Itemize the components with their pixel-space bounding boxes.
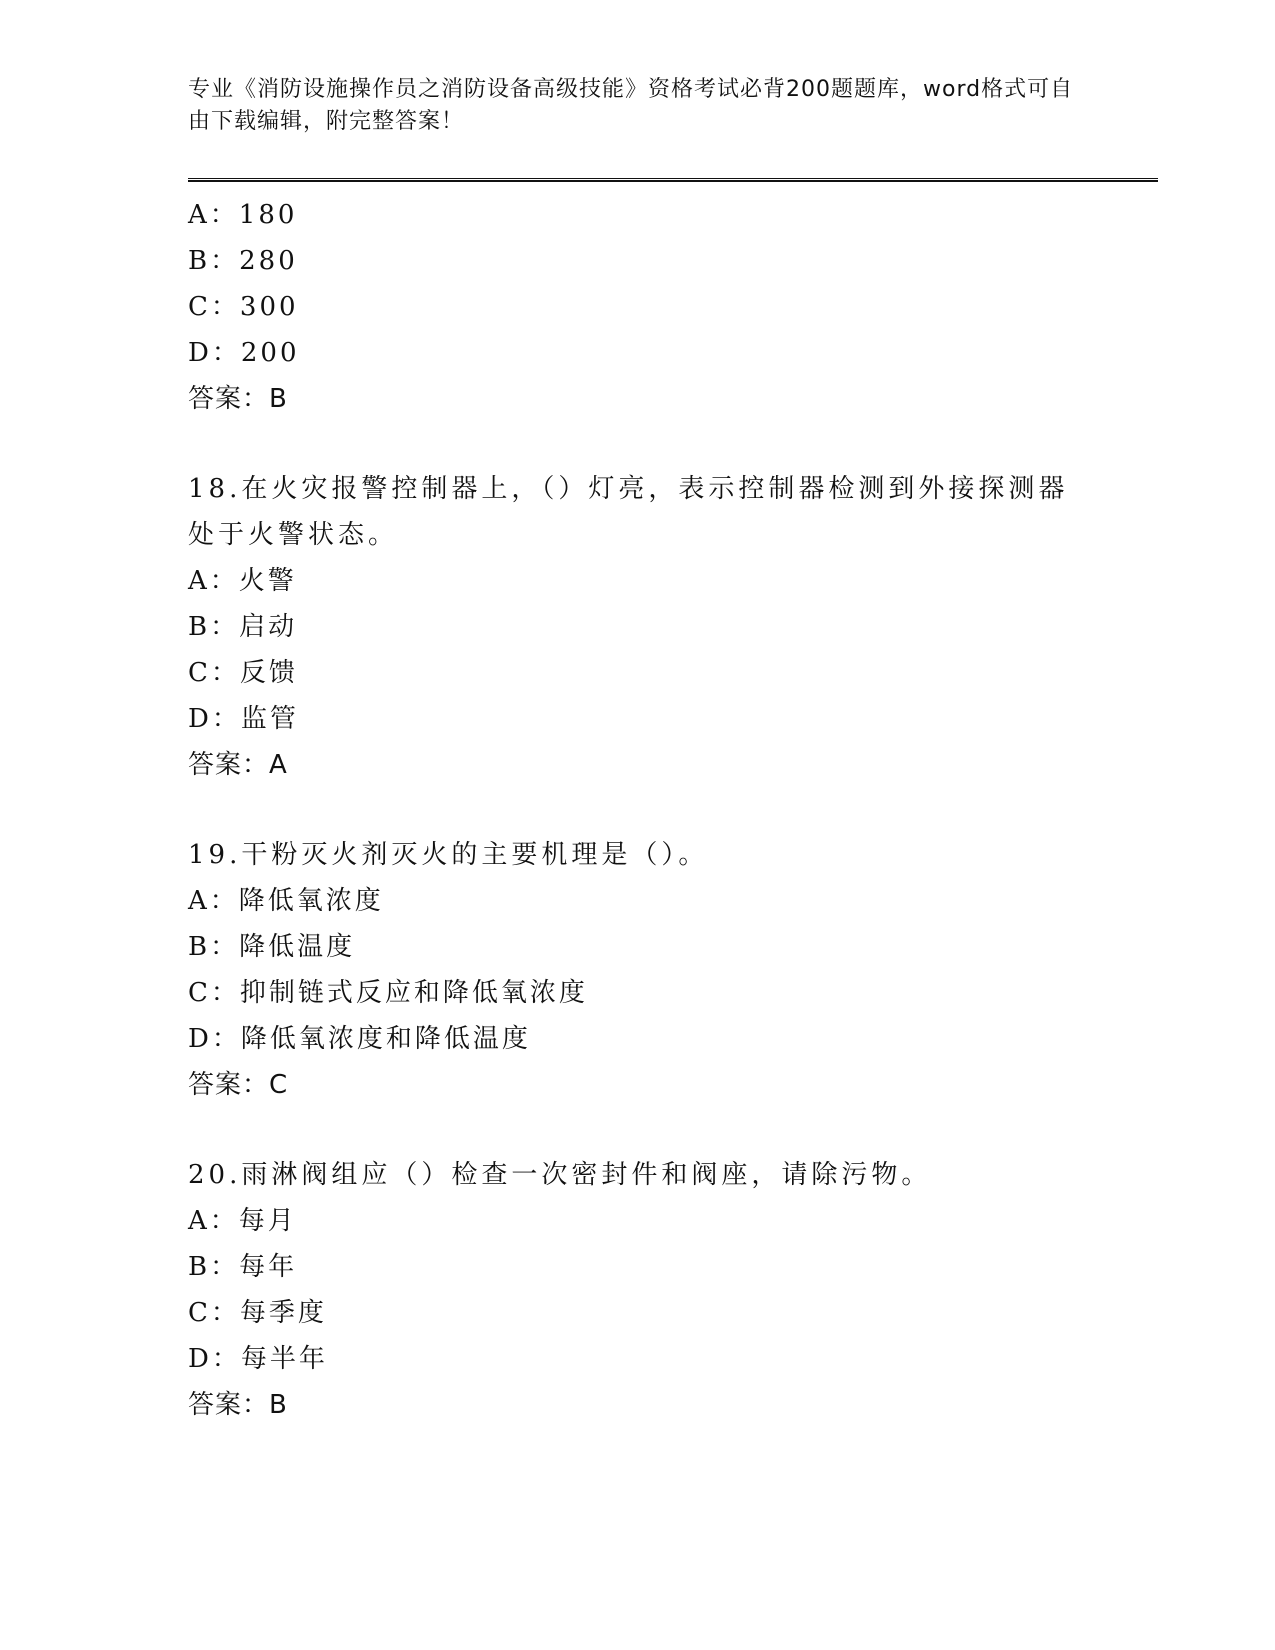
option-c: C：抑制链式反应和降低氧浓度 [188,978,588,1008]
option-c: C：反馈 [188,658,298,688]
answer-line: 答案：B [188,384,288,414]
option-b: B：每年 [188,1252,298,1282]
option-a: A：降低氧浓度 [188,886,384,916]
answer-line: 答案：A [188,750,288,780]
answer-line: 答案：B [188,1390,288,1420]
question-stem: 20.雨淋阀组应（）检查一次密封件和阀座，请除污物。 [188,1160,932,1190]
question-stem: 19.干粉灭火剂灭火的主要机理是（）。 [188,840,709,870]
question-block-19 [188,832,1158,1108]
question-list [188,192,1158,1428]
question-block-18 [188,466,1158,788]
document-header: 专业《消防设施操作员之消防设备高级技能》资格考试必背200题题库，word格式可自由下载编辑，附完整答案！ [188,77,1074,134]
answer-line: 答案：C [188,1070,289,1100]
option-b: B：280 [188,246,298,276]
prev-question-block [188,192,1158,422]
option-b: B：启动 [188,612,298,642]
option-a: A：180 [188,200,298,230]
option-d: D：每半年 [188,1344,328,1374]
option-b: B：降低温度 [188,932,356,962]
option-d: D：监管 [188,704,299,734]
question-block-20 [188,1152,1158,1428]
option-c: C：300 [188,292,299,322]
option-d: D：降低氧浓度和降低温度 [188,1024,531,1054]
header-divider [188,178,1158,182]
option-c: C：每季度 [188,1298,327,1328]
option-d: D：200 [188,338,300,368]
option-a: A：火警 [188,566,297,596]
question-stem: 18.在火灾报警控制器上，（）灯亮，表示控制器检测到外接探测器处于火警状态。 [188,474,1069,550]
option-a: A：每月 [188,1206,297,1236]
